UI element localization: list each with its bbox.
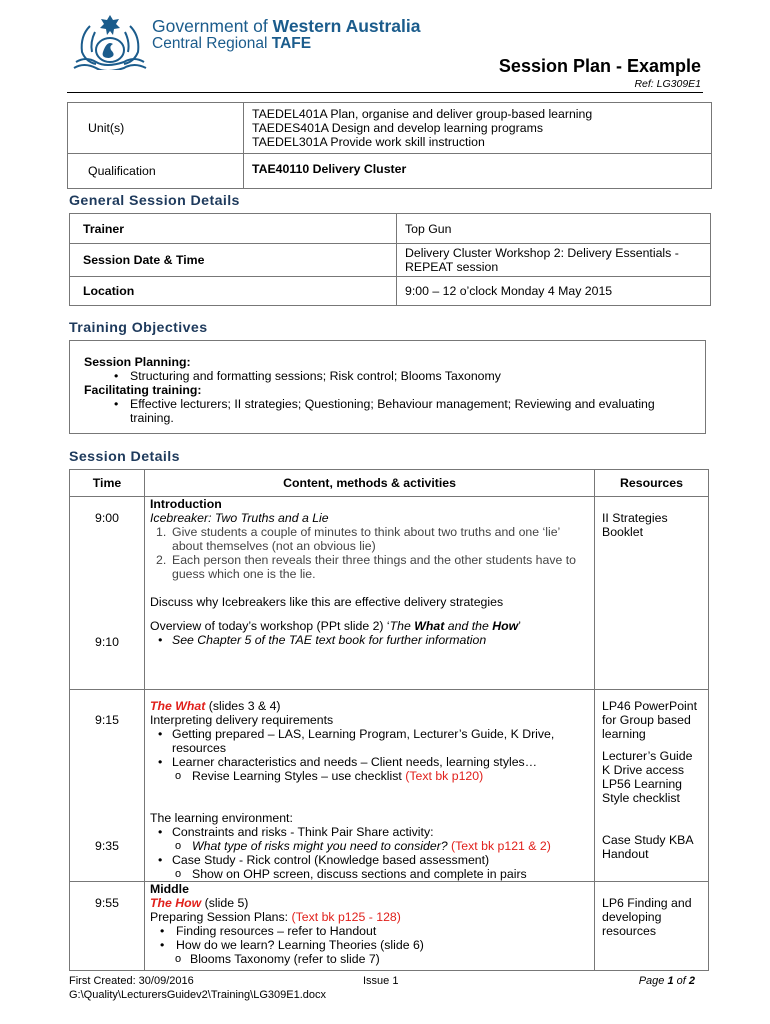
discuss-text: Discuss why Icebreakers like this are effective delivery strategies xyxy=(150,595,504,609)
col-content: Content, methods & activities xyxy=(145,470,595,497)
wa-crest-logo xyxy=(70,12,150,70)
objectives-box xyxy=(69,340,706,434)
list-item: • Constraints and risks - Think Pair Share activity: xyxy=(150,825,588,839)
overview-text: Overview of today’s workshop (PPt slide 2) ‘The What and the How’ xyxy=(150,619,521,633)
dept-name: Central Regional TAFE xyxy=(152,35,312,52)
general-table xyxy=(69,213,711,306)
list-item: 1. Give students a couple of minutes to think about two truths and one ‘lie’ about themselves (not an obvious lie) xyxy=(156,525,560,553)
planning-item: • Structuring and formatting sessions; Risk control; Blooms Taxonomy xyxy=(84,369,705,383)
time-cell xyxy=(70,690,145,882)
trainer-label: Trainer xyxy=(70,214,397,244)
document-ref: Ref: LG309E1 xyxy=(634,78,701,90)
document-title: Session Plan - Example xyxy=(498,56,701,76)
icebreaker-title: Icebreaker: Two Truths and a Lie xyxy=(150,511,329,525)
footer-created: First Created: 30/09/2016 xyxy=(69,975,194,987)
intro-label: Introduction xyxy=(150,497,222,511)
the-what-line: The What (slides 3 & 4) xyxy=(150,699,281,713)
location-label: Location xyxy=(70,277,397,306)
prep-text: Preparing Session Plans: (Text bk p125 - 128) xyxy=(150,910,401,924)
time-cell xyxy=(70,497,145,690)
qualification-label: Qualification xyxy=(68,154,244,189)
header-rule xyxy=(67,92,703,93)
list-item: • Case Study - Rick control (Knowledge based assessment) xyxy=(150,853,588,867)
session-table xyxy=(69,469,709,971)
footer-path: G:\Quality\LecturersGuidev2\Training\LG309E1.docx xyxy=(69,989,327,1001)
the-how-line: The How (slide 5) xyxy=(150,896,249,910)
units-list xyxy=(244,103,712,154)
interp-text: Interpreting delivery requirements xyxy=(150,713,334,727)
unit-line: TAEDEL401A Plan, organise and deliver group-based learning xyxy=(252,107,593,121)
units-table xyxy=(67,102,712,189)
session-date-value: Delivery Cluster Workshop 2: Delivery Essentials - REPEAT session xyxy=(397,244,711,277)
middle-label: Middle xyxy=(150,882,189,896)
trainer-value: Top Gun xyxy=(397,214,711,244)
general-heading: General Session Details xyxy=(69,193,240,209)
table-row xyxy=(70,497,709,690)
footer-issue: Issue 1 xyxy=(363,975,399,987)
time-935: 9:35 xyxy=(95,839,119,853)
resource-case-study: Case Study KBA Handout xyxy=(602,833,693,861)
col-resources: Resources xyxy=(595,470,709,497)
content-cell xyxy=(145,497,595,690)
time-900: 9:00 xyxy=(95,511,119,525)
location-value: 9:00 – 12 o’clock Monday 4 May 2015 xyxy=(397,277,711,306)
resource-lp46: LP46 PowerPoint for Group based learning xyxy=(602,699,698,741)
resource-lecturers-guide: Lecturer’s Guide K Drive access LP56 Learning Style checklist xyxy=(602,749,693,805)
time-cell xyxy=(70,882,145,971)
list-item: o What type of risks might you need to consider? (Text bk p121 & 2) xyxy=(150,839,588,853)
resource-lp6: LP6 Finding and developing resources xyxy=(602,896,692,938)
units-label: Unit(s) xyxy=(68,103,244,154)
session-heading: Session Details xyxy=(69,449,180,465)
list-item: • Getting prepared – LAS, Learning Program, Lecturer’s Guide, K Drive, resources xyxy=(150,727,588,755)
env-text: The learning environment: xyxy=(150,811,293,825)
resources-cell xyxy=(595,497,709,690)
content-cell xyxy=(145,690,595,882)
facilitating-label: Facilitating training: xyxy=(84,383,202,397)
list-item: o Revise Learning Styles – use checklist (Text bk p120) xyxy=(150,769,588,783)
objectives-heading: Training Objectives xyxy=(69,320,208,336)
col-time: Time xyxy=(70,470,145,497)
list-item: • Finding resources – refer to Handout xyxy=(150,924,588,938)
unit-line: TAEDEL301A Provide work skill instruction xyxy=(252,135,485,149)
qualification-value: TAE40110 Delivery Cluster xyxy=(244,154,712,189)
content-cell xyxy=(145,882,595,971)
org-name: Government of Western Australia xyxy=(152,16,421,36)
list-item: • Learner characteristics and needs – Client needs, learning styles… xyxy=(150,755,588,769)
session-date-label: Session Date & Time xyxy=(70,244,397,277)
see-chapter: • See Chapter 5 of the TAE text book for further information xyxy=(150,633,588,647)
resources-cell xyxy=(595,690,709,882)
list-item: o Blooms Taxonomy (refer to slide 7) xyxy=(150,952,588,966)
list-item: 2. Each person then reveals their three things and the other students have to guess which one is the lie. xyxy=(156,553,577,581)
time-910: 9:10 xyxy=(95,635,119,649)
resource-ii-strategies: II Strategies Booklet xyxy=(602,511,668,539)
facilitating-item: • Effective lecturers; II strategies; Questioning; Behaviour management; Reviewing and evaluating training. xyxy=(84,397,705,425)
time-915: 9:15 xyxy=(95,713,119,727)
planning-label: Session Planning: xyxy=(84,355,191,369)
time-955: 9:55 xyxy=(95,896,119,910)
list-item: • How do we learn? Learning Theories (slide 6) xyxy=(150,938,588,952)
unit-line: TAEDES401A Design and develop learning programs xyxy=(252,121,543,135)
table-row xyxy=(70,690,709,882)
list-item: o Show on OHP screen, discuss sections and complete in pairs xyxy=(150,867,588,881)
resources-cell xyxy=(595,882,709,971)
table-row xyxy=(70,882,709,971)
footer-page: Page 1 of 2 xyxy=(638,975,695,987)
